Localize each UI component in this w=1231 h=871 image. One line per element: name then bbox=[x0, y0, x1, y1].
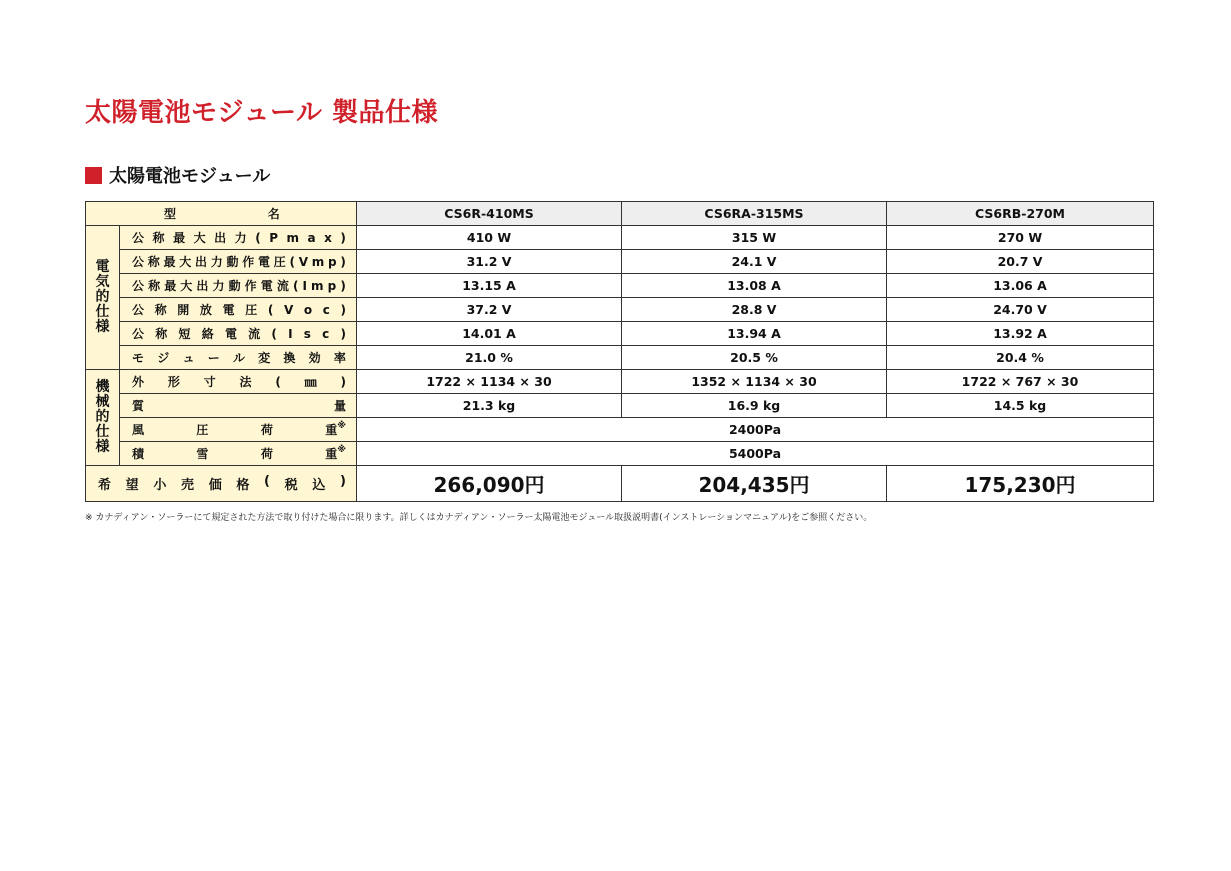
label-char: 作 bbox=[242, 255, 255, 269]
label-char: 風 bbox=[132, 423, 145, 437]
label-char: m bbox=[311, 254, 325, 269]
row-value: 21.0 % bbox=[357, 346, 622, 370]
footnote: ※ カナディアン・ソーラーにて規定された方法で取り付けた場合に限ります。詳しくはカナディアン・ソーラー太陽電池モジュール取扱説明書(インストレーションマニュアル)をご参照ください。 bbox=[85, 513, 873, 523]
page-title: 太陽電池モジュール 製品仕様 bbox=[85, 98, 439, 128]
row-value: 13.92 A bbox=[887, 322, 1154, 346]
row-value: 20.5 % bbox=[622, 346, 887, 370]
spec-table bbox=[85, 201, 1154, 502]
label-char: ) bbox=[340, 326, 346, 341]
section-title: 太陽電池モジュール bbox=[109, 166, 271, 187]
label-char: 公 bbox=[132, 327, 145, 341]
label-char: 希 bbox=[98, 478, 112, 493]
label-char: 最 bbox=[164, 279, 177, 293]
label-char: p bbox=[328, 254, 337, 269]
label-char: 短 bbox=[178, 327, 191, 341]
model-header-cell bbox=[86, 202, 357, 226]
row-value: 20.4 % bbox=[887, 346, 1154, 370]
row-value: 13.06 A bbox=[887, 274, 1154, 298]
label-char: 荷 bbox=[260, 423, 273, 437]
label-char: 力 bbox=[212, 279, 225, 293]
label-char: 換 bbox=[283, 351, 296, 365]
group-label-char: 様 bbox=[95, 319, 110, 335]
label-char: a bbox=[307, 230, 316, 245]
table-row bbox=[86, 274, 1154, 298]
label-char: ( bbox=[275, 374, 281, 389]
table-row bbox=[86, 442, 1154, 466]
table-row bbox=[86, 418, 1154, 442]
price-value: 266,090円 bbox=[357, 466, 622, 502]
model-name-3: CS6RB-270M bbox=[887, 202, 1154, 226]
label-char: 圧 bbox=[245, 303, 258, 317]
label-char: 開 bbox=[177, 303, 190, 317]
model-name-2: CS6RA-315MS bbox=[622, 202, 887, 226]
row-label bbox=[120, 418, 357, 442]
label-char: ) bbox=[340, 230, 346, 245]
label-char: 大 bbox=[179, 255, 192, 269]
row-value: 31.2 V bbox=[357, 250, 622, 274]
row-label bbox=[120, 346, 357, 370]
label-char: m bbox=[311, 278, 324, 293]
label-char: 圧 bbox=[273, 255, 286, 269]
row-label bbox=[120, 394, 357, 418]
model-name-1: CS6R-410MS bbox=[357, 202, 622, 226]
row-value: 5400Pa bbox=[357, 442, 1154, 466]
label-char: m bbox=[286, 230, 300, 245]
row-value: 1352 × 1134 × 30 bbox=[622, 370, 887, 394]
label-char: 公 bbox=[132, 279, 145, 293]
group-label bbox=[86, 370, 120, 466]
label-char: 最 bbox=[173, 231, 186, 245]
table-row bbox=[86, 226, 1154, 250]
label-char: ㎜ bbox=[304, 375, 317, 389]
table-row bbox=[86, 394, 1154, 418]
label-char: 動 bbox=[226, 255, 239, 269]
price-value: 175,230円 bbox=[887, 466, 1154, 502]
label-char: ) bbox=[340, 302, 346, 317]
group-label-char: 様 bbox=[95, 439, 110, 455]
label-char: 外 bbox=[132, 375, 145, 389]
row-value: 315 W bbox=[622, 226, 887, 250]
row-value: 20.7 V bbox=[887, 250, 1154, 274]
row-value: 21.3 kg bbox=[357, 394, 622, 418]
group-label-char: 的 bbox=[95, 289, 110, 305]
table-row bbox=[86, 346, 1154, 370]
label-char: 称 bbox=[147, 255, 160, 269]
label-char: p bbox=[327, 278, 337, 293]
group-label bbox=[86, 226, 120, 370]
label-char: 大 bbox=[180, 279, 193, 293]
row-value: 270 W bbox=[887, 226, 1154, 250]
row-label bbox=[120, 370, 357, 394]
label-char: 量 bbox=[333, 399, 346, 413]
label-char: ( bbox=[264, 474, 270, 489]
label-char: 税 bbox=[284, 478, 298, 493]
label-char: 売 bbox=[181, 478, 195, 493]
label-char: 力 bbox=[210, 255, 223, 269]
label-char: 出 bbox=[195, 255, 208, 269]
label-char: ( bbox=[292, 278, 299, 293]
label-char: 絡 bbox=[201, 327, 214, 341]
label-char: 最 bbox=[163, 255, 176, 269]
group-label-char: 電 bbox=[95, 259, 110, 275]
label-char: 格 bbox=[236, 478, 250, 493]
label-char: 流 bbox=[276, 279, 289, 293]
label-char: 寸 bbox=[203, 375, 216, 389]
group-label-char: 機 bbox=[95, 379, 110, 395]
label-char: 込 bbox=[312, 478, 326, 493]
group-label-char: 仕 bbox=[95, 424, 110, 440]
label-char: 公 bbox=[132, 255, 145, 269]
row-value: 24.1 V bbox=[622, 250, 887, 274]
row-value: 13.08 A bbox=[622, 274, 887, 298]
label-char: ( bbox=[267, 302, 274, 317]
label-char: ル bbox=[232, 351, 245, 365]
row-value: 14.01 A bbox=[357, 322, 622, 346]
label-char: 重※ bbox=[325, 445, 346, 461]
label-char: 積 bbox=[132, 447, 145, 461]
label-char: 電 bbox=[222, 303, 235, 317]
label-char: 変 bbox=[258, 351, 271, 365]
row-value: 13.15 A bbox=[357, 274, 622, 298]
price-label bbox=[86, 466, 357, 502]
price-row bbox=[86, 466, 1154, 502]
label-char: 出 bbox=[214, 231, 227, 245]
row-label bbox=[120, 442, 357, 466]
table-header-row bbox=[86, 202, 1154, 226]
label-char: V bbox=[283, 302, 294, 317]
label-char: 大 bbox=[193, 231, 206, 245]
label-char: ュ bbox=[182, 351, 195, 365]
label-char: ( bbox=[271, 326, 277, 341]
footnote-mark: ※ bbox=[337, 421, 346, 431]
label-char: c bbox=[322, 326, 330, 341]
label-char: 動 bbox=[228, 279, 241, 293]
label-char: 公 bbox=[132, 231, 145, 245]
label-char: 称 bbox=[152, 231, 165, 245]
row-label bbox=[120, 250, 357, 274]
model-header-char-1: 型 bbox=[164, 207, 177, 221]
label-char: 公 bbox=[132, 303, 145, 317]
label-char: ( bbox=[255, 230, 261, 245]
label-char: I bbox=[302, 278, 307, 293]
label-char: 雪 bbox=[196, 447, 209, 461]
price-value: 204,435円 bbox=[622, 466, 887, 502]
group-label-char: 仕 bbox=[95, 304, 110, 320]
row-value: 1722 × 767 × 30 bbox=[887, 370, 1154, 394]
row-label bbox=[120, 298, 357, 322]
table-row bbox=[86, 370, 1154, 394]
label-char: 率 bbox=[333, 351, 346, 365]
label-char: ジ bbox=[157, 351, 170, 365]
label-char: 称 bbox=[154, 303, 167, 317]
label-char: 荷 bbox=[260, 447, 273, 461]
table-row bbox=[86, 298, 1154, 322]
label-char: ) bbox=[339, 474, 346, 489]
label-char: 圧 bbox=[196, 423, 209, 437]
label-char: s bbox=[303, 326, 311, 341]
label-char: 重※ bbox=[325, 421, 346, 437]
label-char: 望 bbox=[125, 478, 139, 493]
label-char: ) bbox=[340, 278, 346, 293]
row-value: 37.2 V bbox=[357, 298, 622, 322]
row-value: 410 W bbox=[357, 226, 622, 250]
label-char: 電 bbox=[258, 255, 271, 269]
row-value: 24.70 V bbox=[887, 298, 1154, 322]
row-label bbox=[120, 274, 357, 298]
red-square-icon bbox=[85, 167, 102, 184]
row-label bbox=[120, 322, 357, 346]
label-char: 質 bbox=[132, 399, 145, 413]
row-value: 13.94 A bbox=[622, 322, 887, 346]
row-value: 28.8 V bbox=[622, 298, 887, 322]
label-char: 法 bbox=[239, 375, 252, 389]
label-char: 放 bbox=[199, 303, 212, 317]
label-char: モ bbox=[132, 351, 145, 365]
label-char: P bbox=[269, 230, 278, 245]
label-char: 作 bbox=[244, 279, 257, 293]
label-char: ( bbox=[289, 254, 295, 269]
label-char: 流 bbox=[248, 327, 261, 341]
label-char: c bbox=[322, 302, 330, 317]
label-char: 称 bbox=[155, 327, 168, 341]
group-label-char: 気 bbox=[95, 274, 110, 290]
label-char: 称 bbox=[148, 279, 161, 293]
group-label-char: 械 bbox=[95, 394, 110, 410]
label-char: o bbox=[303, 302, 313, 317]
label-char: 出 bbox=[196, 279, 209, 293]
row-value: 16.9 kg bbox=[622, 394, 887, 418]
label-char: ) bbox=[340, 254, 346, 269]
label-char: x bbox=[324, 230, 332, 245]
label-char: 電 bbox=[260, 279, 273, 293]
label-char: V bbox=[298, 254, 309, 269]
label-char: 電 bbox=[224, 327, 237, 341]
table-row bbox=[86, 250, 1154, 274]
row-value: 2400Pa bbox=[357, 418, 1154, 442]
label-char: 力 bbox=[234, 231, 247, 245]
section-heading bbox=[85, 162, 270, 188]
group-label-char: 的 bbox=[95, 409, 110, 425]
row-value: 1722 × 1134 × 30 bbox=[357, 370, 622, 394]
label-char: 価 bbox=[208, 478, 222, 493]
footnote-mark: ※ bbox=[337, 445, 346, 455]
table-row bbox=[86, 322, 1154, 346]
row-label bbox=[120, 226, 357, 250]
label-char: 効 bbox=[308, 351, 321, 365]
label-char: ) bbox=[340, 374, 346, 389]
row-value: 14.5 kg bbox=[887, 394, 1154, 418]
model-header-char-2: 名 bbox=[267, 207, 280, 221]
label-char: 小 bbox=[153, 478, 167, 493]
label-char: ー bbox=[207, 351, 220, 365]
label-char: I bbox=[288, 326, 293, 341]
label-char: 形 bbox=[167, 375, 180, 389]
